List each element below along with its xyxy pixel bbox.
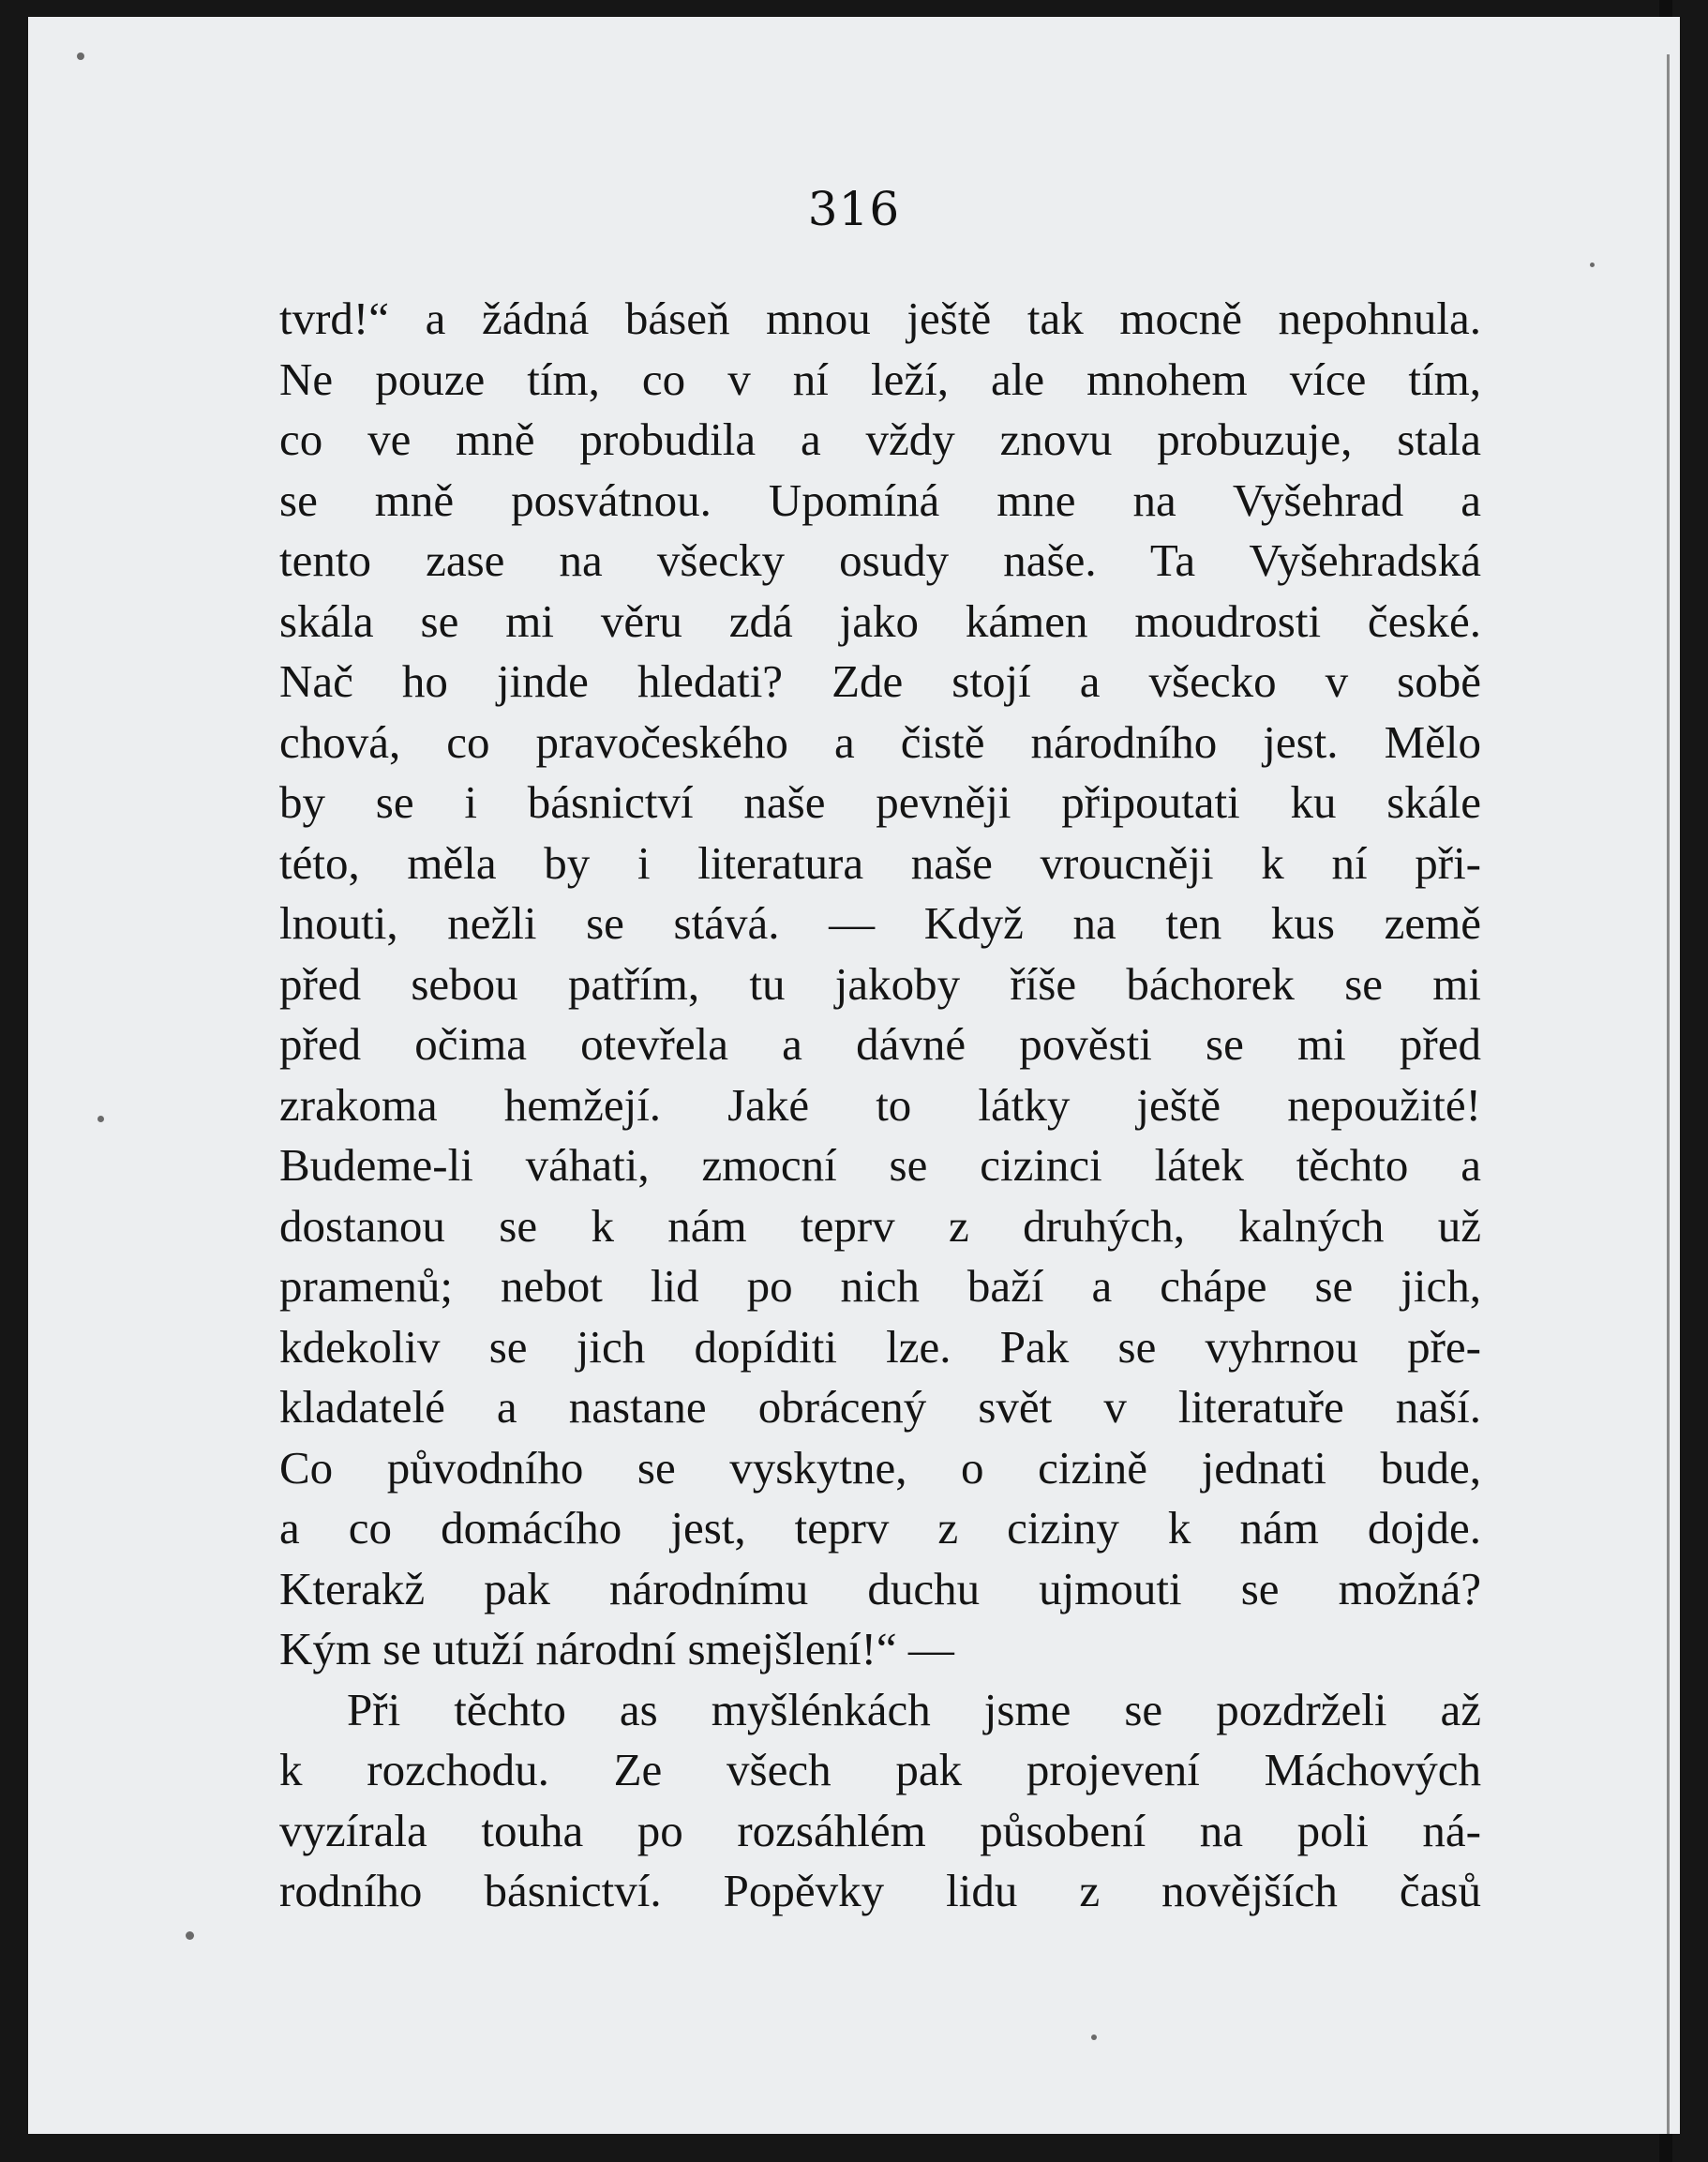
scan-speck <box>1091 2034 1097 2040</box>
text-line: by se i básnictví naše pevněji připoutati ku skále <box>279 776 1481 828</box>
scan-speck <box>97 1116 104 1122</box>
text-line: skála se mi věru zdá jako kámen moudrosti české. <box>279 594 1481 647</box>
body-text <box>279 289 1481 1922</box>
text-line: co ve mně probudila a vždy znovu probuzuje, stala <box>279 413 1481 465</box>
text-line: Budeme-li váhati, zmocní se cizinci látek těchto a <box>279 1139 1481 1191</box>
text-line: dostanou se k nám teprv z druhých, kalných už <box>279 1199 1481 1252</box>
text-line: kdekoliv se jich dopíditi lze. Pak se vyhrnou pře- <box>279 1320 1481 1373</box>
page-gutter-shadow <box>1667 54 1670 2134</box>
text-line: před sebou patřím, tu jakoby říše báchorek se mi <box>279 957 1481 1010</box>
text-line: Nač ho jinde hledati? Zde stojí a všecko v sobě <box>279 655 1481 707</box>
text-line: tento zase na všecky osudy naše. Ta Vyšehradská <box>279 534 1481 586</box>
text-line: této, měla by i literatura naše vroucněji k ní při- <box>279 836 1481 889</box>
text-line: kladatelé a nastane obrácený svět v literatuře naší. <box>279 1381 1481 1433</box>
text-line: Kým se utuží národní smejšlení!“ — <box>279 1623 954 1674</box>
page-number: 316 <box>807 182 901 236</box>
text-line: lnouti, nežli se stává. — Když na ten kus země <box>279 897 1481 949</box>
text-line: k rozchodu. Ze všech pak projevení Máchových <box>279 1744 1481 1795</box>
text-line: vyzírala touha po rozsáhlém působení na poli ná- <box>279 1804 1481 1856</box>
text-line: chová, co pravočeského a čistě národního jest. Mělo <box>279 715 1481 768</box>
text-line: Kterakž pak národnímu duchu ujmouti se možná? <box>279 1562 1481 1614</box>
book-page <box>28 17 1680 2134</box>
text-line: rodního básnictví. Popěvky lidu z novějších časů <box>279 1865 1481 1916</box>
scan-speck <box>77 53 84 60</box>
text-line: se mně posvátnou. Upomíná mne na Vyšehrad a <box>279 473 1481 526</box>
text-line: Co původního se vyskytne, o cizině jednati bude, <box>279 1441 1481 1494</box>
text-line: Při těchto as myšlénkách jsme se pozdrželi až <box>347 1683 1481 1735</box>
text-line: Ne pouze tím, co v ní leží, ale mnohem více tím, <box>279 353 1481 405</box>
text-line: zrakoma hemžejí. Jaké to látky ještě nepoužité! <box>279 1078 1481 1131</box>
text-line: před očima otevřela a dávné pověsti se mi před <box>279 1018 1481 1070</box>
text-line: a co domácího jest, teprv z ciziny k nám dojde. <box>279 1502 1481 1554</box>
scan-speck <box>186 1931 194 1940</box>
text-line: tvrd!“ a žádná báseň mnou ještě tak mocně nepohnula. <box>279 293 1481 344</box>
text-line: pramenů; nebot lid po nich baží a chápe se jich, <box>279 1260 1481 1312</box>
scan-speck <box>1590 263 1595 267</box>
